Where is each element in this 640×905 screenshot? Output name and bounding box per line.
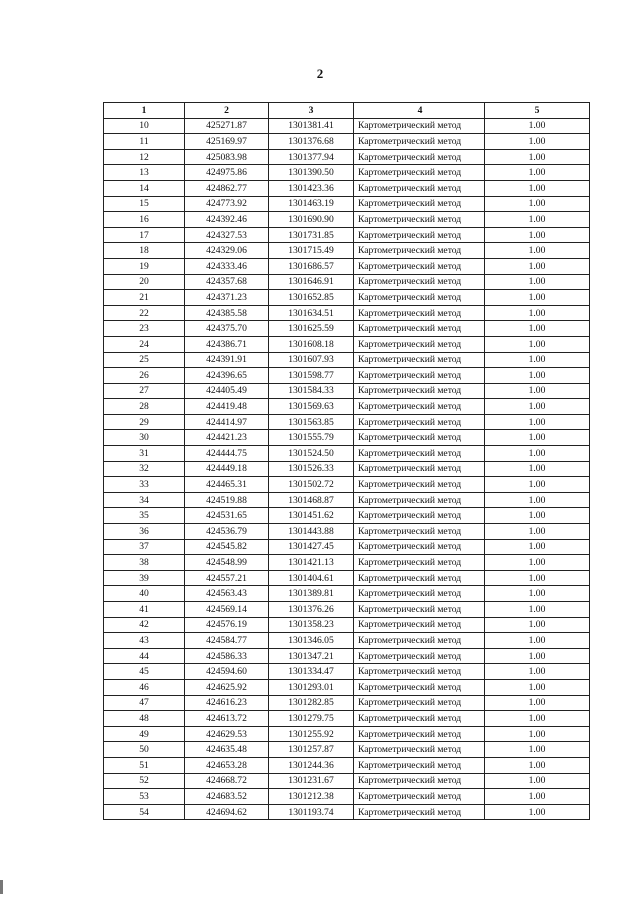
accuracy-cell: 1.00 bbox=[485, 633, 590, 649]
method-cell: Картометрический метод bbox=[354, 477, 485, 493]
method-cell: Картометрический метод bbox=[354, 695, 485, 711]
y-coordinate-cell: 1301404.61 bbox=[269, 570, 354, 586]
point-number-cell: 38 bbox=[104, 555, 185, 571]
x-coordinate-cell: 424421.23 bbox=[185, 430, 269, 446]
accuracy-cell: 1.00 bbox=[485, 617, 590, 633]
point-number-cell: 42 bbox=[104, 617, 185, 633]
table-row bbox=[104, 695, 590, 711]
table-row bbox=[104, 679, 590, 695]
x-coordinate-cell: 425083.98 bbox=[185, 149, 269, 165]
method-cell: Картометрический метод bbox=[354, 149, 485, 165]
column-header-4: 4 bbox=[354, 103, 485, 119]
accuracy-cell: 1.00 bbox=[485, 664, 590, 680]
point-number-cell: 48 bbox=[104, 711, 185, 727]
y-coordinate-cell: 1301686.57 bbox=[269, 258, 354, 274]
x-coordinate-cell: 424635.48 bbox=[185, 742, 269, 758]
x-coordinate-cell: 424371.23 bbox=[185, 290, 269, 306]
point-number-cell: 14 bbox=[104, 180, 185, 196]
table-row bbox=[104, 336, 590, 352]
accuracy-cell: 1.00 bbox=[485, 180, 590, 196]
table-row bbox=[104, 726, 590, 742]
table-row bbox=[104, 274, 590, 290]
method-cell: Картометрический метод bbox=[354, 679, 485, 695]
accuracy-cell: 1.00 bbox=[485, 461, 590, 477]
y-coordinate-cell: 1301376.26 bbox=[269, 602, 354, 618]
table-row bbox=[104, 570, 590, 586]
x-coordinate-cell: 424465.31 bbox=[185, 477, 269, 493]
accuracy-cell: 1.00 bbox=[485, 305, 590, 321]
point-number-cell: 28 bbox=[104, 399, 185, 415]
y-coordinate-cell: 1301646.91 bbox=[269, 274, 354, 290]
method-cell: Картометрический метод bbox=[354, 212, 485, 228]
accuracy-cell: 1.00 bbox=[485, 757, 590, 773]
table-row bbox=[104, 414, 590, 430]
y-coordinate-cell: 1301502.72 bbox=[269, 477, 354, 493]
y-coordinate-cell: 1301634.51 bbox=[269, 305, 354, 321]
table-row bbox=[104, 196, 590, 212]
table-row bbox=[104, 757, 590, 773]
accuracy-cell: 1.00 bbox=[485, 430, 590, 446]
method-cell: Картометрический метод bbox=[354, 524, 485, 540]
table-row bbox=[104, 508, 590, 524]
page-number: 2 bbox=[316, 66, 324, 81]
y-coordinate-cell: 1301563.85 bbox=[269, 414, 354, 430]
point-number-cell: 22 bbox=[104, 305, 185, 321]
accuracy-cell: 1.00 bbox=[485, 711, 590, 727]
table-body bbox=[104, 118, 590, 820]
method-cell: Картометрический метод bbox=[354, 165, 485, 181]
method-cell: Картометрический метод bbox=[354, 773, 485, 789]
method-cell: Картометрический метод bbox=[354, 196, 485, 212]
table-row bbox=[104, 555, 590, 571]
x-coordinate-cell: 424414.97 bbox=[185, 414, 269, 430]
x-coordinate-cell: 424625.92 bbox=[185, 679, 269, 695]
y-coordinate-cell: 1301443.88 bbox=[269, 524, 354, 540]
x-coordinate-cell: 424385.58 bbox=[185, 305, 269, 321]
method-cell: Картометрический метод bbox=[354, 555, 485, 571]
table-row bbox=[104, 227, 590, 243]
table-row bbox=[104, 383, 590, 399]
table-row bbox=[104, 461, 590, 477]
method-cell: Картометрический метод bbox=[354, 258, 485, 274]
accuracy-cell: 1.00 bbox=[485, 399, 590, 415]
method-cell: Картометрический метод bbox=[354, 336, 485, 352]
point-number-cell: 13 bbox=[104, 165, 185, 181]
table-row bbox=[104, 258, 590, 274]
y-coordinate-cell: 1301468.87 bbox=[269, 492, 354, 508]
y-coordinate-cell: 1301423.36 bbox=[269, 180, 354, 196]
x-coordinate-cell: 424357.68 bbox=[185, 274, 269, 290]
point-number-cell: 15 bbox=[104, 196, 185, 212]
table-row bbox=[104, 290, 590, 306]
y-coordinate-cell: 1301731.85 bbox=[269, 227, 354, 243]
point-number-cell: 12 bbox=[104, 149, 185, 165]
table-row bbox=[104, 539, 590, 555]
x-coordinate-cell: 424519.88 bbox=[185, 492, 269, 508]
table-row bbox=[104, 134, 590, 150]
point-number-cell: 35 bbox=[104, 508, 185, 524]
accuracy-cell: 1.00 bbox=[485, 196, 590, 212]
point-number-cell: 11 bbox=[104, 134, 185, 150]
accuracy-cell: 1.00 bbox=[485, 570, 590, 586]
method-cell: Картометрический метод bbox=[354, 664, 485, 680]
x-coordinate-cell: 424327.53 bbox=[185, 227, 269, 243]
point-number-cell: 29 bbox=[104, 414, 185, 430]
method-cell: Картометрический метод bbox=[354, 399, 485, 415]
y-coordinate-cell: 1301389.81 bbox=[269, 586, 354, 602]
table-row bbox=[104, 586, 590, 602]
y-coordinate-cell: 1301293.01 bbox=[269, 679, 354, 695]
table-row bbox=[104, 430, 590, 446]
y-coordinate-cell: 1301451.62 bbox=[269, 508, 354, 524]
method-cell: Картометрический метод bbox=[354, 617, 485, 633]
table-row bbox=[104, 149, 590, 165]
point-number-cell: 43 bbox=[104, 633, 185, 649]
accuracy-cell: 1.00 bbox=[485, 258, 590, 274]
x-coordinate-cell: 424392.46 bbox=[185, 212, 269, 228]
accuracy-cell: 1.00 bbox=[485, 539, 590, 555]
accuracy-cell: 1.00 bbox=[485, 149, 590, 165]
accuracy-cell: 1.00 bbox=[485, 586, 590, 602]
accuracy-cell: 1.00 bbox=[485, 134, 590, 150]
accuracy-cell: 1.00 bbox=[485, 368, 590, 384]
x-coordinate-cell: 424329.06 bbox=[185, 243, 269, 259]
accuracy-cell: 1.00 bbox=[485, 648, 590, 664]
method-cell: Картометрический метод bbox=[354, 227, 485, 243]
x-coordinate-cell: 425271.87 bbox=[185, 118, 269, 134]
x-coordinate-cell: 424576.19 bbox=[185, 617, 269, 633]
point-number-cell: 39 bbox=[104, 570, 185, 586]
point-number-cell: 18 bbox=[104, 243, 185, 259]
table-row bbox=[104, 524, 590, 540]
y-coordinate-cell: 1301584.33 bbox=[269, 383, 354, 399]
method-cell: Картометрический метод bbox=[354, 446, 485, 462]
method-cell: Картометрический метод bbox=[354, 383, 485, 399]
y-coordinate-cell: 1301377.94 bbox=[269, 149, 354, 165]
y-coordinate-cell: 1301608.18 bbox=[269, 336, 354, 352]
accuracy-cell: 1.00 bbox=[485, 290, 590, 306]
method-cell: Картометрический метод bbox=[354, 757, 485, 773]
table-row bbox=[104, 711, 590, 727]
x-coordinate-cell: 424444.75 bbox=[185, 446, 269, 462]
table-row bbox=[104, 648, 590, 664]
x-coordinate-cell: 424548.99 bbox=[185, 555, 269, 571]
table-row bbox=[104, 804, 590, 820]
header-row bbox=[104, 103, 590, 119]
x-coordinate-cell: 424683.52 bbox=[185, 789, 269, 805]
point-number-cell: 44 bbox=[104, 648, 185, 664]
accuracy-cell: 1.00 bbox=[485, 726, 590, 742]
table-row bbox=[104, 243, 590, 259]
point-number-cell: 41 bbox=[104, 602, 185, 618]
point-number-cell: 31 bbox=[104, 446, 185, 462]
x-coordinate-cell: 424386.71 bbox=[185, 336, 269, 352]
table-row bbox=[104, 180, 590, 196]
accuracy-cell: 1.00 bbox=[485, 742, 590, 758]
point-number-cell: 27 bbox=[104, 383, 185, 399]
table-row bbox=[104, 305, 590, 321]
x-coordinate-cell: 424449.18 bbox=[185, 461, 269, 477]
x-coordinate-cell: 425169.97 bbox=[185, 134, 269, 150]
method-cell: Картометрический метод bbox=[354, 742, 485, 758]
method-cell: Картометрический метод bbox=[354, 118, 485, 134]
x-coordinate-cell: 424557.21 bbox=[185, 570, 269, 586]
table-row bbox=[104, 399, 590, 415]
y-coordinate-cell: 1301347.21 bbox=[269, 648, 354, 664]
coordinates-table bbox=[103, 102, 590, 820]
table-row bbox=[104, 664, 590, 680]
accuracy-cell: 1.00 bbox=[485, 789, 590, 805]
scan-edge-mark bbox=[0, 880, 3, 894]
x-coordinate-cell: 424333.46 bbox=[185, 258, 269, 274]
accuracy-cell: 1.00 bbox=[485, 695, 590, 711]
accuracy-cell: 1.00 bbox=[485, 321, 590, 337]
point-number-cell: 16 bbox=[104, 212, 185, 228]
y-coordinate-cell: 1301282.85 bbox=[269, 695, 354, 711]
table-row bbox=[104, 352, 590, 368]
table-row bbox=[104, 321, 590, 337]
accuracy-cell: 1.00 bbox=[485, 508, 590, 524]
method-cell: Картометрический метод bbox=[354, 602, 485, 618]
method-cell: Картометрический метод bbox=[354, 492, 485, 508]
y-coordinate-cell: 1301346.05 bbox=[269, 633, 354, 649]
x-coordinate-cell: 424629.53 bbox=[185, 726, 269, 742]
method-cell: Картометрический метод bbox=[354, 726, 485, 742]
point-number-cell: 45 bbox=[104, 664, 185, 680]
point-number-cell: 36 bbox=[104, 524, 185, 540]
method-cell: Картометрический метод bbox=[354, 290, 485, 306]
point-number-cell: 53 bbox=[104, 789, 185, 805]
point-number-cell: 32 bbox=[104, 461, 185, 477]
point-number-cell: 19 bbox=[104, 258, 185, 274]
table-row bbox=[104, 789, 590, 805]
accuracy-cell: 1.00 bbox=[485, 804, 590, 820]
method-cell: Картометрический метод bbox=[354, 180, 485, 196]
point-number-cell: 26 bbox=[104, 368, 185, 384]
y-coordinate-cell: 1301390.50 bbox=[269, 165, 354, 181]
x-coordinate-cell: 424419.48 bbox=[185, 399, 269, 415]
point-number-cell: 10 bbox=[104, 118, 185, 134]
accuracy-cell: 1.00 bbox=[485, 352, 590, 368]
table-row bbox=[104, 602, 590, 618]
method-cell: Картометрический метод bbox=[354, 243, 485, 259]
accuracy-cell: 1.00 bbox=[485, 555, 590, 571]
point-number-cell: 47 bbox=[104, 695, 185, 711]
x-coordinate-cell: 424586.33 bbox=[185, 648, 269, 664]
accuracy-cell: 1.00 bbox=[485, 524, 590, 540]
accuracy-cell: 1.00 bbox=[485, 477, 590, 493]
method-cell: Картометрический метод bbox=[354, 305, 485, 321]
method-cell: Картометрический метод bbox=[354, 461, 485, 477]
point-number-cell: 20 bbox=[104, 274, 185, 290]
accuracy-cell: 1.00 bbox=[485, 679, 590, 695]
table-header bbox=[104, 103, 590, 119]
accuracy-cell: 1.00 bbox=[485, 383, 590, 399]
y-coordinate-cell: 1301381.41 bbox=[269, 118, 354, 134]
x-coordinate-cell: 424531.65 bbox=[185, 508, 269, 524]
y-coordinate-cell: 1301376.68 bbox=[269, 134, 354, 150]
point-number-cell: 25 bbox=[104, 352, 185, 368]
y-coordinate-cell: 1301358.23 bbox=[269, 617, 354, 633]
point-number-cell: 49 bbox=[104, 726, 185, 742]
table-row bbox=[104, 368, 590, 384]
point-number-cell: 37 bbox=[104, 539, 185, 555]
accuracy-cell: 1.00 bbox=[485, 602, 590, 618]
y-coordinate-cell: 1301625.59 bbox=[269, 321, 354, 337]
point-number-cell: 50 bbox=[104, 742, 185, 758]
method-cell: Картометрический метод bbox=[354, 321, 485, 337]
x-coordinate-cell: 424563.43 bbox=[185, 586, 269, 602]
x-coordinate-cell: 424569.14 bbox=[185, 602, 269, 618]
y-coordinate-cell: 1301555.79 bbox=[269, 430, 354, 446]
accuracy-cell: 1.00 bbox=[485, 492, 590, 508]
x-coordinate-cell: 424613.72 bbox=[185, 711, 269, 727]
y-coordinate-cell: 1301524.50 bbox=[269, 446, 354, 462]
y-coordinate-cell: 1301569.63 bbox=[269, 399, 354, 415]
x-coordinate-cell: 424584.77 bbox=[185, 633, 269, 649]
y-coordinate-cell: 1301427.45 bbox=[269, 539, 354, 555]
point-number-cell: 34 bbox=[104, 492, 185, 508]
point-number-cell: 52 bbox=[104, 773, 185, 789]
y-coordinate-cell: 1301607.93 bbox=[269, 352, 354, 368]
method-cell: Картометрический метод bbox=[354, 804, 485, 820]
accuracy-cell: 1.00 bbox=[485, 773, 590, 789]
x-coordinate-cell: 424396.65 bbox=[185, 368, 269, 384]
method-cell: Картометрический метод bbox=[354, 711, 485, 727]
y-coordinate-cell: 1301421.13 bbox=[269, 555, 354, 571]
accuracy-cell: 1.00 bbox=[485, 274, 590, 290]
table-row bbox=[104, 742, 590, 758]
x-coordinate-cell: 424862.77 bbox=[185, 180, 269, 196]
table-row bbox=[104, 773, 590, 789]
table-row bbox=[104, 617, 590, 633]
y-coordinate-cell: 1301212.38 bbox=[269, 789, 354, 805]
accuracy-cell: 1.00 bbox=[485, 446, 590, 462]
accuracy-cell: 1.00 bbox=[485, 212, 590, 228]
x-coordinate-cell: 424773.92 bbox=[185, 196, 269, 212]
point-number-cell: 24 bbox=[104, 336, 185, 352]
table-row bbox=[104, 118, 590, 134]
method-cell: Картометрический метод bbox=[354, 414, 485, 430]
method-cell: Картометрический метод bbox=[354, 586, 485, 602]
method-cell: Картометрический метод bbox=[354, 570, 485, 586]
column-header-3: 3 bbox=[269, 103, 354, 119]
method-cell: Картометрический метод bbox=[354, 430, 485, 446]
table-row bbox=[104, 477, 590, 493]
x-coordinate-cell: 424668.72 bbox=[185, 773, 269, 789]
y-coordinate-cell: 1301279.75 bbox=[269, 711, 354, 727]
point-number-cell: 33 bbox=[104, 477, 185, 493]
point-number-cell: 23 bbox=[104, 321, 185, 337]
column-header-1: 1 bbox=[104, 103, 185, 119]
column-header-2: 2 bbox=[185, 103, 269, 119]
x-coordinate-cell: 424536.79 bbox=[185, 524, 269, 540]
table-row bbox=[104, 212, 590, 228]
y-coordinate-cell: 1301526.33 bbox=[269, 461, 354, 477]
accuracy-cell: 1.00 bbox=[485, 165, 590, 181]
point-number-cell: 46 bbox=[104, 679, 185, 695]
point-number-cell: 17 bbox=[104, 227, 185, 243]
table-row bbox=[104, 165, 590, 181]
y-coordinate-cell: 1301463.19 bbox=[269, 196, 354, 212]
accuracy-cell: 1.00 bbox=[485, 414, 590, 430]
x-coordinate-cell: 424594.60 bbox=[185, 664, 269, 680]
method-cell: Картометрический метод bbox=[354, 633, 485, 649]
x-coordinate-cell: 424653.28 bbox=[185, 757, 269, 773]
x-coordinate-cell: 424375.70 bbox=[185, 321, 269, 337]
x-coordinate-cell: 424616.23 bbox=[185, 695, 269, 711]
method-cell: Картометрический метод bbox=[354, 789, 485, 805]
method-cell: Картометрический метод bbox=[354, 539, 485, 555]
method-cell: Картометрический метод bbox=[354, 508, 485, 524]
column-header-5: 5 bbox=[485, 103, 590, 119]
point-number-cell: 54 bbox=[104, 804, 185, 820]
y-coordinate-cell: 1301255.92 bbox=[269, 726, 354, 742]
y-coordinate-cell: 1301257.87 bbox=[269, 742, 354, 758]
method-cell: Картометрический метод bbox=[354, 368, 485, 384]
y-coordinate-cell: 1301715.49 bbox=[269, 243, 354, 259]
table-row bbox=[104, 446, 590, 462]
accuracy-cell: 1.00 bbox=[485, 118, 590, 134]
accuracy-cell: 1.00 bbox=[485, 243, 590, 259]
x-coordinate-cell: 424405.49 bbox=[185, 383, 269, 399]
y-coordinate-cell: 1301690.90 bbox=[269, 212, 354, 228]
x-coordinate-cell: 424694.62 bbox=[185, 804, 269, 820]
method-cell: Картометрический метод bbox=[354, 648, 485, 664]
point-number-cell: 51 bbox=[104, 757, 185, 773]
table-row bbox=[104, 492, 590, 508]
table-row bbox=[104, 633, 590, 649]
accuracy-cell: 1.00 bbox=[485, 227, 590, 243]
method-cell: Картометрический метод bbox=[354, 134, 485, 150]
y-coordinate-cell: 1301231.67 bbox=[269, 773, 354, 789]
point-number-cell: 21 bbox=[104, 290, 185, 306]
point-number-cell: 40 bbox=[104, 586, 185, 602]
accuracy-cell: 1.00 bbox=[485, 336, 590, 352]
y-coordinate-cell: 1301244.36 bbox=[269, 757, 354, 773]
method-cell: Картометрический метод bbox=[354, 352, 485, 368]
y-coordinate-cell: 1301598.77 bbox=[269, 368, 354, 384]
x-coordinate-cell: 424391.91 bbox=[185, 352, 269, 368]
x-coordinate-cell: 424975.86 bbox=[185, 165, 269, 181]
x-coordinate-cell: 424545.82 bbox=[185, 539, 269, 555]
point-number-cell: 30 bbox=[104, 430, 185, 446]
method-cell: Картометрический метод bbox=[354, 274, 485, 290]
y-coordinate-cell: 1301334.47 bbox=[269, 664, 354, 680]
y-coordinate-cell: 1301193.74 bbox=[269, 804, 354, 820]
y-coordinate-cell: 1301652.85 bbox=[269, 290, 354, 306]
